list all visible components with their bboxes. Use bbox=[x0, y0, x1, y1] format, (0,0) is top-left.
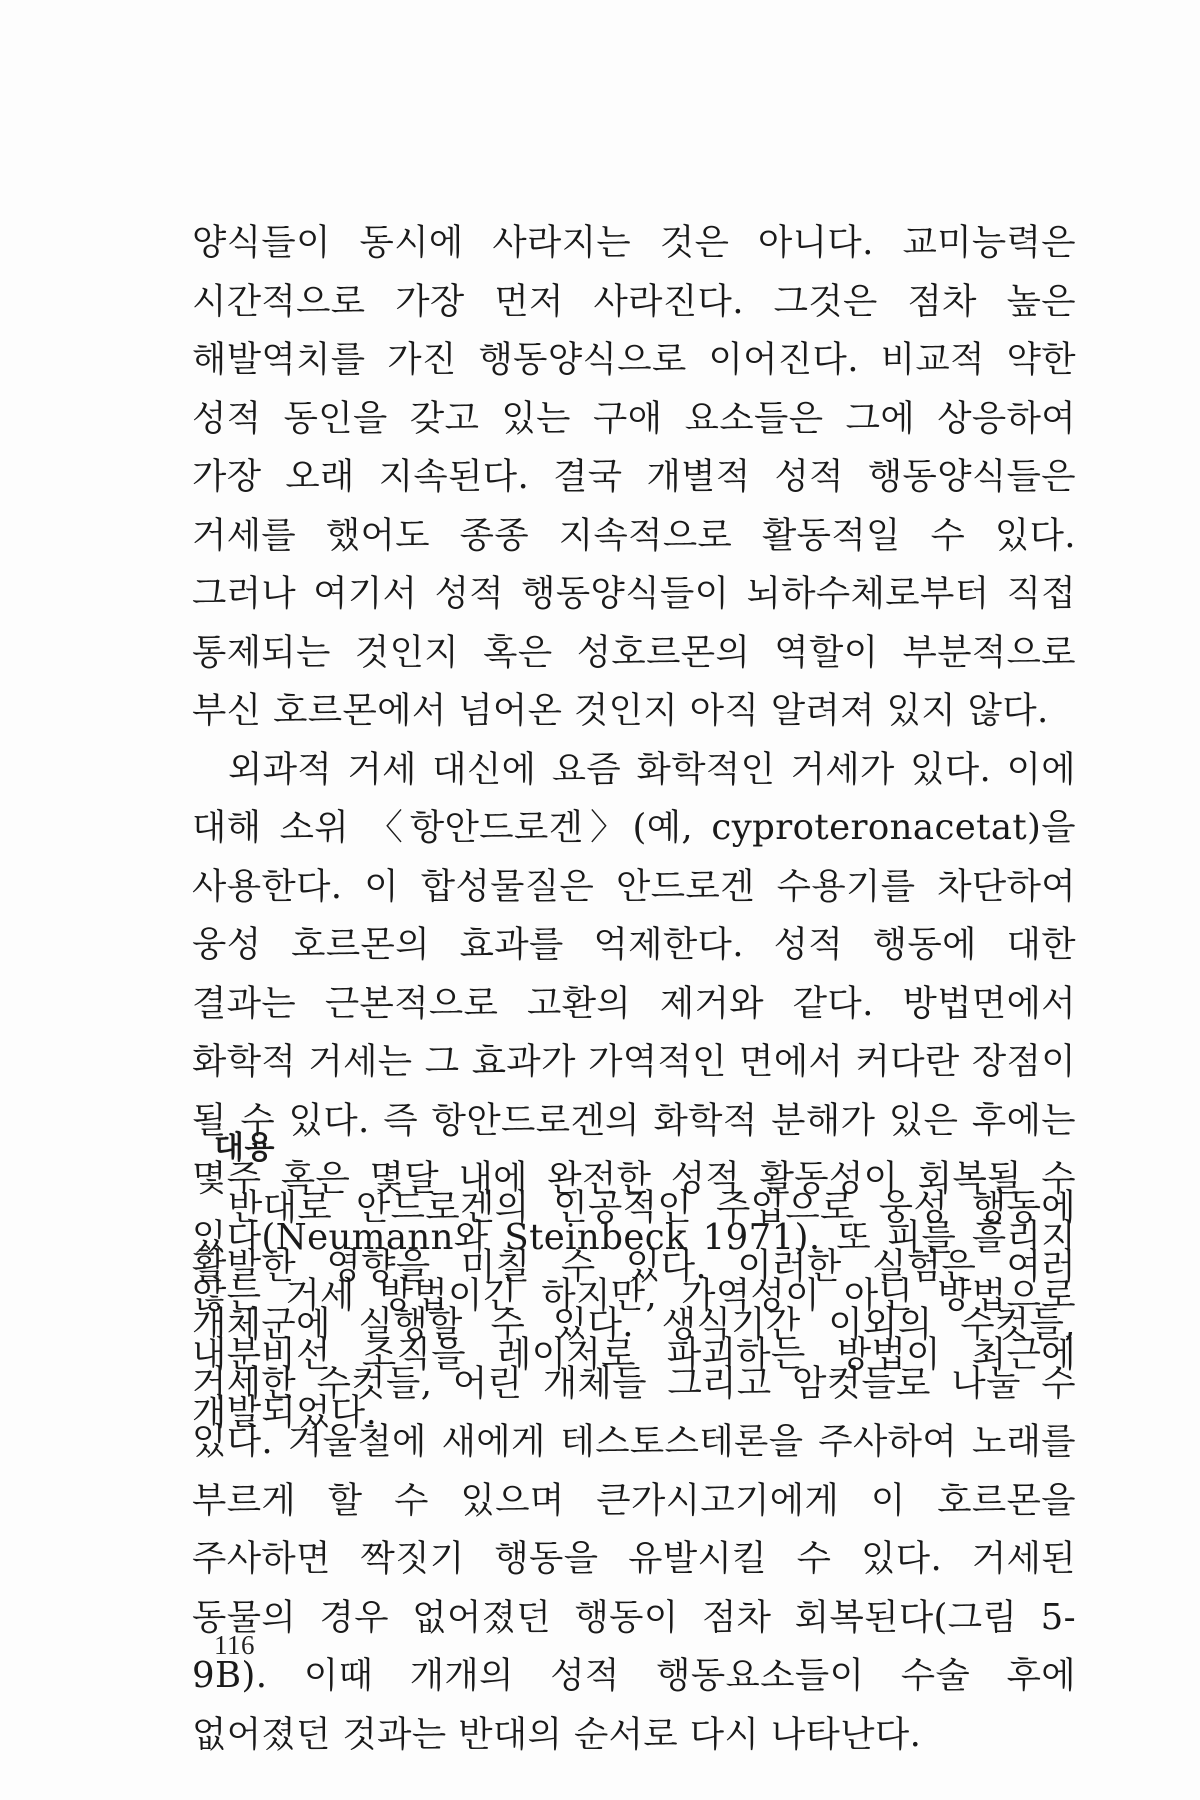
paragraph-substitution: 반대로 안드로겐의 인공적인 주입으로 웅성 행동에 활발한 영향을 미칠 수 있다. 이러한 실험은 여러 개체군에 실행할 수 있다. 생식기간 이외의 수컷들, 거세한 수컷들, 어린 개체들 그리고 암컷들로 나눌 수 있다. 겨울철에 새에게 테스토스테론을 주사하여 노래를 부르게 할 수 있으며 큰가시고기에게 이 호르몬을 주사하면 짝짓기 행동을 유발시킬 수 있다. 거세된 동물의 경우 없어졌던 행동이 점차 회복된다(그림 5-9B). 이때 개개의 성적 행동요소들이 수술 후에 없어졌던 것과는 반대의 순서로 다시 나타난다. bbox=[192, 1187, 1076, 1755]
section-heading: 대용 bbox=[214, 1130, 275, 1166]
paragraph-chemical-castration: 외과적 거세 대신에 요즘 화학적인 거세가 있다. 이에 대해 소위 〈항안드로겐〉(예, cyproteronacetat)을 사용한다. 이 합성물질은 안드로겐 수용기를 차단하여 웅성 호르몬의 효과를 억제한다. 성적 행동에 대한 결과는 근본적으로 고환의 제거와 같다. 방법면에서 화학적 거세는 그 효과가 가역적인 면에서 커다란 장점이 될 수 있다. 즉 항안드로겐의 화학적 분해가 있은 후에는 몇주 혹은 몇달 내에 완전한 성적 활동성이 회복될 수 있다(Neumann와 Steinbeck 1971). 또 피를 흘리지 않는 거세 방법이긴 하지만, 가역성이 아닌 방법으로 내분비선 조직을 레이저로 파괴하는 방법이 최근에 개발되었다. bbox=[192, 748, 1076, 1433]
page-number: 116 bbox=[214, 1630, 255, 1660]
section-substitution bbox=[192, 1125, 1076, 1764]
paragraph-continued: 양식들이 동시에 사라지는 것은 아니다. 교미능력은 시간적으로 가장 먼저 사라진다. 그것은 점차 높은 해발역치를 가진 행동양식으로 이어진다. 비교적 약한 성적 동인을 갖고 있는 구애 요소들은 그에 상응하여 가장 오래 지속된다. 결국 개별적 성적 행동양식들은 거세를 했어도 종종 지속적으로 활동적일 수 있다. 그러나 여기서 성적 행동양식들이 뇌하수체로부터 직접 통제되는 것인지 혹은 성호르몬의 역할이 부분적으로 부신 호르몬에서 넘어온 것인지 아직 알려져 있지 않다. bbox=[192, 222, 1076, 731]
